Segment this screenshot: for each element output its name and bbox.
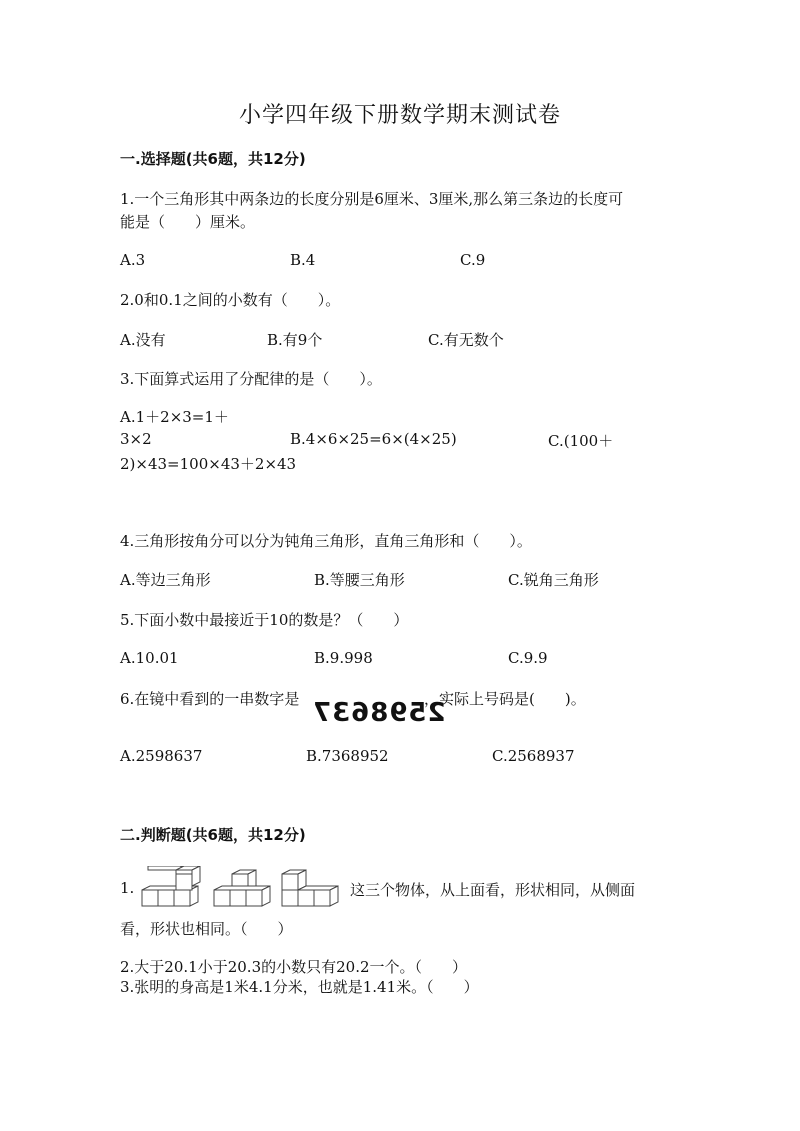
s1-q6-stem-before: 6.在镜中看到的一串数字是 <box>120 690 300 708</box>
s1-q2-option-b: B.有9个 <box>267 331 323 349</box>
s2-q1-text-line2: 看，形状也相同。（ ） <box>120 920 293 938</box>
s1-q3-option-c-line2: 2)×43=100×43＋2×43 <box>120 455 297 473</box>
s1-q1-line2: 能是（ ）厘米。 <box>120 213 256 231</box>
s1-q1-option-a: A.3 <box>120 251 146 269</box>
s1-q4-option-a: A.等边三角形 <box>120 571 211 589</box>
cube-figures <box>140 866 350 910</box>
s1-q6-option-a: A.2598637 <box>120 747 203 765</box>
s1-q2-option-a: A.没有 <box>120 331 166 349</box>
s2-q2: 2.大于20.1小于20.3的小数只有20.2一个。（ ） <box>120 958 468 976</box>
s1-q4-stem: 4.三角形按角分可以分为钝角三角形，直角三角形和（ ）。 <box>120 532 532 550</box>
s1-q2-stem: 2.0和0.1之间的小数有（ ）。 <box>120 291 341 309</box>
page-title: 小学四年级下册数学期末测试卷 <box>238 103 561 128</box>
s1-q5-stem: 5.下面小数中最接近于10的数是？（ ） <box>120 611 409 629</box>
s1-q1-line1: 1.一个三角形其中两条边的长度分别是6厘米、3厘米,那么第三条边的长度可 <box>120 190 624 208</box>
s1-q3-option-a-line2: 3×2 <box>120 430 152 448</box>
s2-q1-number: 1. <box>120 879 135 897</box>
section1-heading: 一.选择题(共6题，共12分) <box>120 150 306 168</box>
s1-q3-option-b: B.4×6×25=6×(4×25) <box>290 430 457 448</box>
s1-q3-stem: 3.下面算式运用了分配律的是（ ）。 <box>120 370 382 388</box>
s1-q5-option-a: A.10.01 <box>120 649 179 667</box>
s1-q6-stem-after: ，实际上号码是( )。 <box>424 690 586 708</box>
s1-q3-option-c-line1: C.(100＋ <box>548 432 614 450</box>
s1-q5-option-b: B.9.998 <box>314 649 373 667</box>
mirror-number: 2598637 <box>312 698 446 728</box>
cube-figure-2 <box>214 870 270 906</box>
s1-q1-option-b: B.4 <box>290 251 316 269</box>
s2-q1-text-line1: 这三个物体，从上面看，形状相同，从侧面 <box>350 881 636 899</box>
cube-figure-1 <box>142 866 200 906</box>
s1-q3-option-a-line1: A.1＋2×3=1＋ <box>120 408 229 426</box>
s1-q6-option-b: B.7368952 <box>306 747 389 765</box>
section2-heading: 二.判断题(共6题，共12分) <box>120 826 306 844</box>
s1-q1-option-c: C.9 <box>460 251 486 269</box>
s2-q3: 3.张明的身高是1米4.1分米，也就是1.41米。（ ） <box>120 978 479 996</box>
s1-q5-option-c: C.9.9 <box>508 649 548 667</box>
s1-q4-option-c: C.锐角三角形 <box>508 571 599 589</box>
s1-q2-option-c: C.有无数个 <box>428 331 504 349</box>
s1-q4-option-b: B.等腰三角形 <box>314 571 405 589</box>
cube-figure-3 <box>282 870 338 906</box>
s1-q6-option-c: C.2568937 <box>492 747 575 765</box>
